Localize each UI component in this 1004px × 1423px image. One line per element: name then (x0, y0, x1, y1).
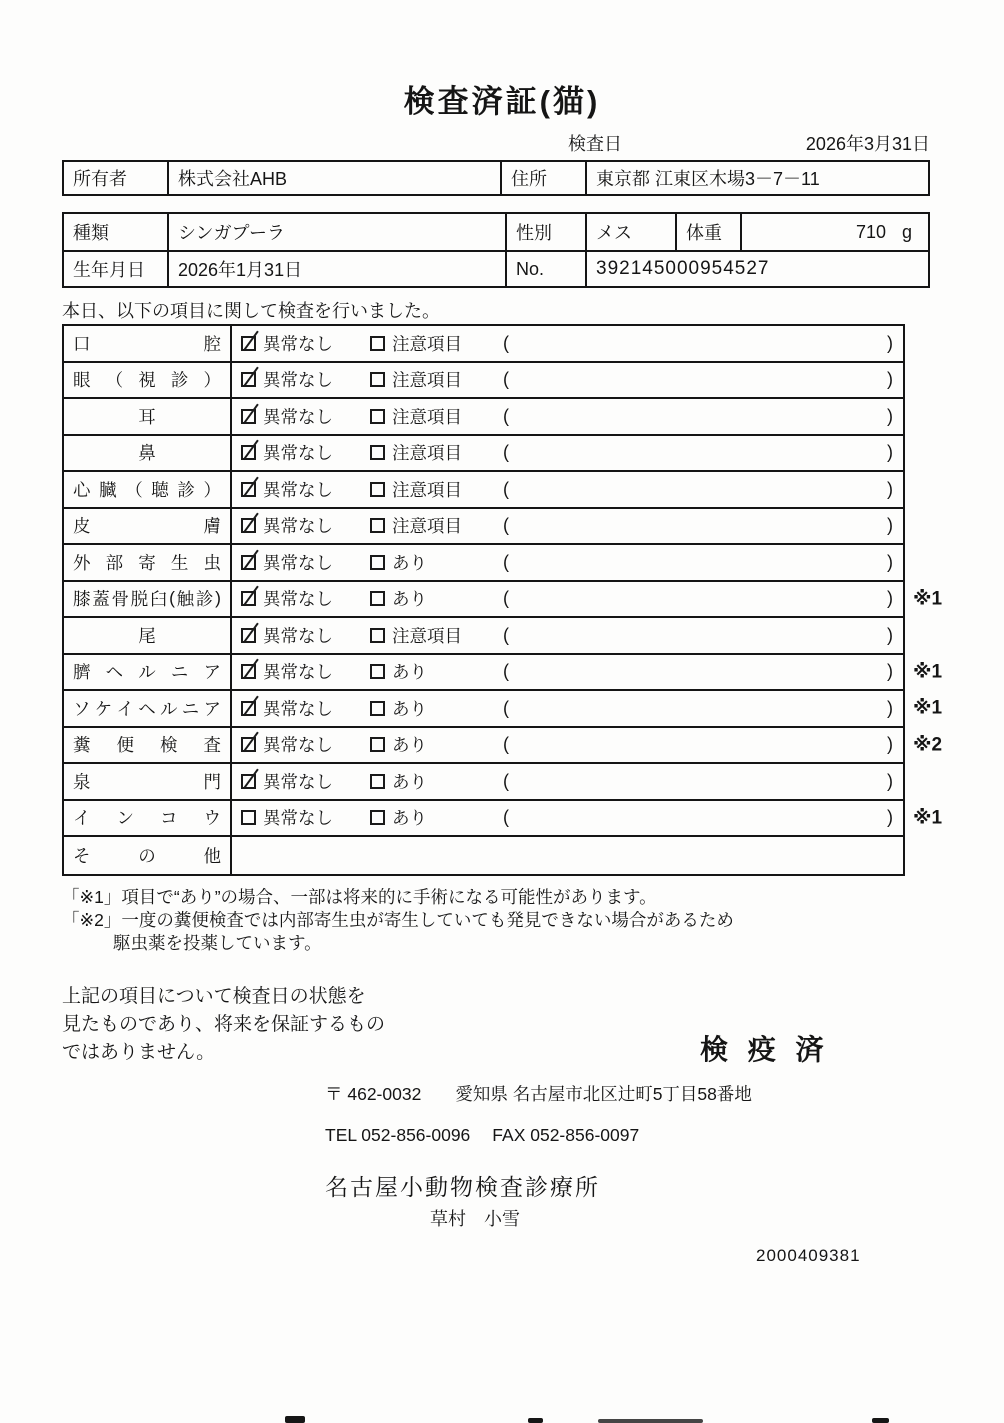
paren-open: ( (503, 405, 509, 426)
disclaimer-line: 上記の項目について検査日の状態を (62, 986, 366, 1007)
paren-open: ( (503, 697, 509, 718)
paren-close: ) (887, 734, 893, 755)
option-label: 異常なし (263, 735, 333, 756)
clinic-tel: TEL 052-856-0096 (325, 1125, 471, 1145)
remarks-field (495, 509, 903, 544)
footnote-1: 「※1」項目で“あり”の場合、一部は将来的に手術になる可能性があります。 (62, 887, 657, 907)
checkbox-attention[interactable] (370, 409, 385, 424)
paren-close: ) (887, 515, 893, 536)
paren-open: ( (503, 624, 509, 645)
birthdate-value: 2026年1月31日 (167, 252, 505, 286)
checkbox-no-abnormality[interactable] (241, 810, 256, 825)
option-label: 異常なし (263, 333, 333, 354)
option-label: あり (392, 735, 427, 756)
remarks-field (495, 545, 903, 580)
table-row (64, 472, 903, 509)
paren-close: ) (887, 332, 893, 353)
paren-open: ( (503, 515, 509, 536)
paren-open: ( (503, 588, 509, 609)
checkbox-present[interactable] (370, 555, 385, 570)
checkbox-attention[interactable] (370, 445, 385, 460)
paren-close: ) (887, 697, 893, 718)
paren-close: ) (887, 588, 893, 609)
table-row (64, 837, 903, 874)
checkbox-attention[interactable] (370, 482, 385, 497)
option-label: あり (392, 662, 427, 683)
option-label: 異常なし (263, 516, 333, 537)
checkbox-attention[interactable] (370, 518, 385, 533)
remarks-field (495, 764, 903, 799)
microchip-number-value: 392145000954527 (585, 252, 928, 286)
remarks-field (495, 691, 903, 726)
checkbox-present[interactable] (370, 591, 385, 606)
option-label: あり (392, 589, 427, 610)
sex-label: 性別 (505, 214, 585, 250)
exam-item-label: イ ン コ ウ (64, 801, 232, 836)
checkbox-no-abnormality[interactable] (241, 774, 256, 789)
exam-item-label: 糞 便 検 査 (64, 728, 232, 763)
remarks-field (495, 399, 903, 434)
checkbox-no-abnormality[interactable] (241, 628, 256, 643)
checkbox-no-abnormality[interactable] (241, 664, 256, 679)
exam-item-label: ソ ケ イ ヘ ル ニ ア (64, 691, 232, 726)
paren-close: ) (887, 369, 893, 390)
option-label: 注意項目 (392, 625, 462, 646)
option-label: 注意項目 (392, 479, 462, 500)
checkbox-present[interactable] (370, 664, 385, 679)
option-label: 注意項目 (392, 370, 462, 391)
option-label: 異常なし (263, 370, 333, 391)
exam-item-label: 臍 ヘ ル ニ ア (64, 655, 232, 690)
clinic-name: 名古屋小動物検査診療所 (325, 1174, 600, 1200)
option-label: 異常なし (263, 808, 333, 829)
paren-open: ( (503, 770, 509, 791)
remarks-field (495, 582, 903, 617)
paren-close: ) (887, 661, 893, 682)
checkbox-attention[interactable] (370, 628, 385, 643)
exam-item-label: 耳 (64, 399, 232, 434)
scan-artifact (598, 1419, 703, 1423)
footnote-2-line2: 駆虫薬を投薬しています。 (113, 933, 322, 953)
footnote-2-line1: 「※2」一度の糞便検査では内部寄生虫が寄生していても発見できない場合があるため (62, 910, 734, 930)
checkbox-no-abnormality[interactable] (241, 518, 256, 533)
intro-text: 本日、以下の項目に関して検査を行いました。 (62, 301, 440, 321)
paren-close: ) (887, 405, 893, 426)
table-row (64, 618, 903, 655)
table-row (64, 214, 928, 250)
veterinarian-name: 草村 小雪 (430, 1209, 520, 1229)
paren-open: ( (503, 734, 509, 755)
footnote-mark: ※1 (913, 588, 943, 610)
clinic-contact-line (325, 1125, 639, 1146)
option-label: あり (392, 552, 427, 573)
paren-open: ( (503, 807, 509, 828)
scan-artifact (872, 1418, 889, 1423)
option-label: あり (392, 698, 427, 719)
table-row (64, 250, 928, 286)
inspection-date-label: 検査日 (568, 134, 622, 154)
footnote-mark: ※1 (913, 807, 943, 829)
breed-label: 種類 (73, 223, 109, 243)
table-row (64, 509, 903, 546)
checkbox-present[interactable] (370, 774, 385, 789)
option-label: 異常なし (263, 552, 333, 573)
exam-item-label: 尾 (64, 618, 232, 653)
checkbox-no-abnormality[interactable] (241, 737, 256, 752)
option-label: あり (392, 808, 427, 829)
paren-open: ( (503, 332, 509, 353)
remarks-field (495, 655, 903, 690)
paren-open: ( (503, 369, 509, 390)
remarks-field (495, 728, 903, 763)
option-label: 異常なし (263, 443, 333, 464)
exam-item-label: 眼 （ 視 診 ） (64, 363, 232, 398)
checkbox-no-abnormality[interactable] (241, 555, 256, 570)
checkbox-no-abnormality[interactable] (241, 336, 256, 351)
checkbox-attention[interactable] (370, 372, 385, 387)
option-label: 異常なし (263, 479, 333, 500)
paren-open: ( (503, 551, 509, 572)
breed-value: シンガプーラ (167, 214, 505, 250)
exam-item-label: 泉 門 (64, 764, 232, 799)
serial-number: 2000409381 (756, 1246, 861, 1265)
checkbox-no-abnormality[interactable] (241, 445, 256, 460)
checkbox-no-abnormality[interactable] (241, 482, 256, 497)
option-label: 注意項目 (392, 406, 462, 427)
remarks-field (495, 472, 903, 507)
empty-cell (232, 837, 903, 874)
checkbox-present[interactable] (370, 701, 385, 716)
option-label: 注意項目 (392, 443, 462, 464)
birthdate-label: 生年月日 (73, 260, 145, 280)
paren-close: ) (887, 478, 893, 499)
remarks-field (495, 363, 903, 398)
remarks-field (495, 801, 903, 836)
exam-item-label: 口 腔 (64, 326, 232, 361)
checkbox-present[interactable] (370, 737, 385, 752)
footnote-mark: ※2 (913, 734, 943, 756)
table-row (64, 582, 943, 619)
checkbox-no-abnormality[interactable] (241, 372, 256, 387)
page-title: 検査済証(猫) (403, 84, 601, 119)
table-row (64, 545, 903, 582)
scan-artifact (528, 1418, 543, 1423)
exam-item-label: 鼻 (64, 436, 232, 471)
quarantine-passed-stamp: 検 疫 済 (700, 1034, 830, 1065)
exam-item-label: 外 部 寄 生 虫 (64, 545, 232, 580)
option-label: 注意項目 (392, 516, 462, 537)
exam-item-label: そ の 他 (64, 837, 232, 874)
paren-open: ( (503, 442, 509, 463)
paren-close: ) (887, 807, 893, 828)
weight-number: 710 (855, 221, 886, 242)
option-label: 注意項目 (392, 333, 462, 354)
remarks-field (495, 436, 903, 471)
checkbox-no-abnormality[interactable] (241, 701, 256, 716)
owner-label: 所有者 (73, 169, 127, 189)
clinic-address: 愛知県 名古屋市北区辻町5丁目58番地 (455, 1084, 752, 1104)
table-row (64, 728, 943, 765)
paren-close: ) (887, 551, 893, 572)
clinic-fax: FAX 052-856-0097 (492, 1125, 640, 1145)
option-label: あり (392, 771, 427, 792)
owner-value: 株式会社AHB (167, 162, 500, 194)
clinic-address-line (325, 1081, 752, 1106)
inspection-date-value: 2026年3月31日 (805, 134, 930, 154)
paren-close: ) (887, 624, 893, 645)
pet-info-table (62, 212, 930, 288)
exam-item-label: 心 臓 （ 聴 診 ） (64, 472, 232, 507)
option-label: 異常なし (263, 698, 333, 719)
exam-item-label: 皮 膚 (64, 509, 232, 544)
paren-close: ) (887, 442, 893, 463)
exam-checklist-table (62, 324, 943, 876)
table-row (64, 801, 943, 838)
checkbox-attention[interactable] (370, 336, 385, 351)
disclaimer-line: ではありません。 (62, 1042, 216, 1063)
table-row (64, 326, 903, 363)
table-row (64, 399, 903, 436)
option-label: 異常なし (263, 662, 333, 683)
address-value: 東京都 江東区木場3－7－11 (585, 162, 928, 194)
remarks-field (495, 326, 903, 361)
option-label: 異常なし (263, 406, 333, 427)
table-row (64, 691, 943, 728)
paren-close: ) (887, 770, 893, 791)
paren-open: ( (503, 478, 509, 499)
footnote-mark: ※1 (913, 697, 943, 719)
option-label: 異常なし (263, 625, 333, 646)
address-label: 住所 (500, 162, 585, 194)
postal-code: 〒 462-0032 (325, 1084, 422, 1104)
checkbox-no-abnormality[interactable] (241, 591, 256, 606)
table-row (64, 162, 928, 194)
number-label: No. (505, 252, 585, 286)
table-row (64, 764, 903, 801)
option-label: 異常なし (263, 589, 333, 610)
scan-artifact (285, 1416, 305, 1423)
exam-item-label: 膝 蓋 骨 脱 臼 ( 触 診 ) (64, 582, 232, 617)
owner-table (62, 160, 930, 196)
checkbox-present[interactable] (370, 810, 385, 825)
weight-value (740, 214, 928, 250)
disclaimer-text (62, 983, 385, 1067)
checkbox-no-abnormality[interactable] (241, 409, 256, 424)
table-row (64, 363, 903, 400)
table-row (64, 655, 943, 692)
weight-unit: g (901, 221, 912, 242)
table-row (64, 436, 903, 473)
sex-value: メス (585, 214, 675, 250)
remarks-field (495, 618, 903, 653)
weight-label: 体重 (675, 214, 740, 250)
disclaimer-line: 見たものであり、将来を保証するもの (62, 1014, 386, 1035)
footnote-mark: ※1 (913, 661, 943, 683)
paren-open: ( (503, 661, 509, 682)
option-label: 異常なし (263, 771, 333, 792)
